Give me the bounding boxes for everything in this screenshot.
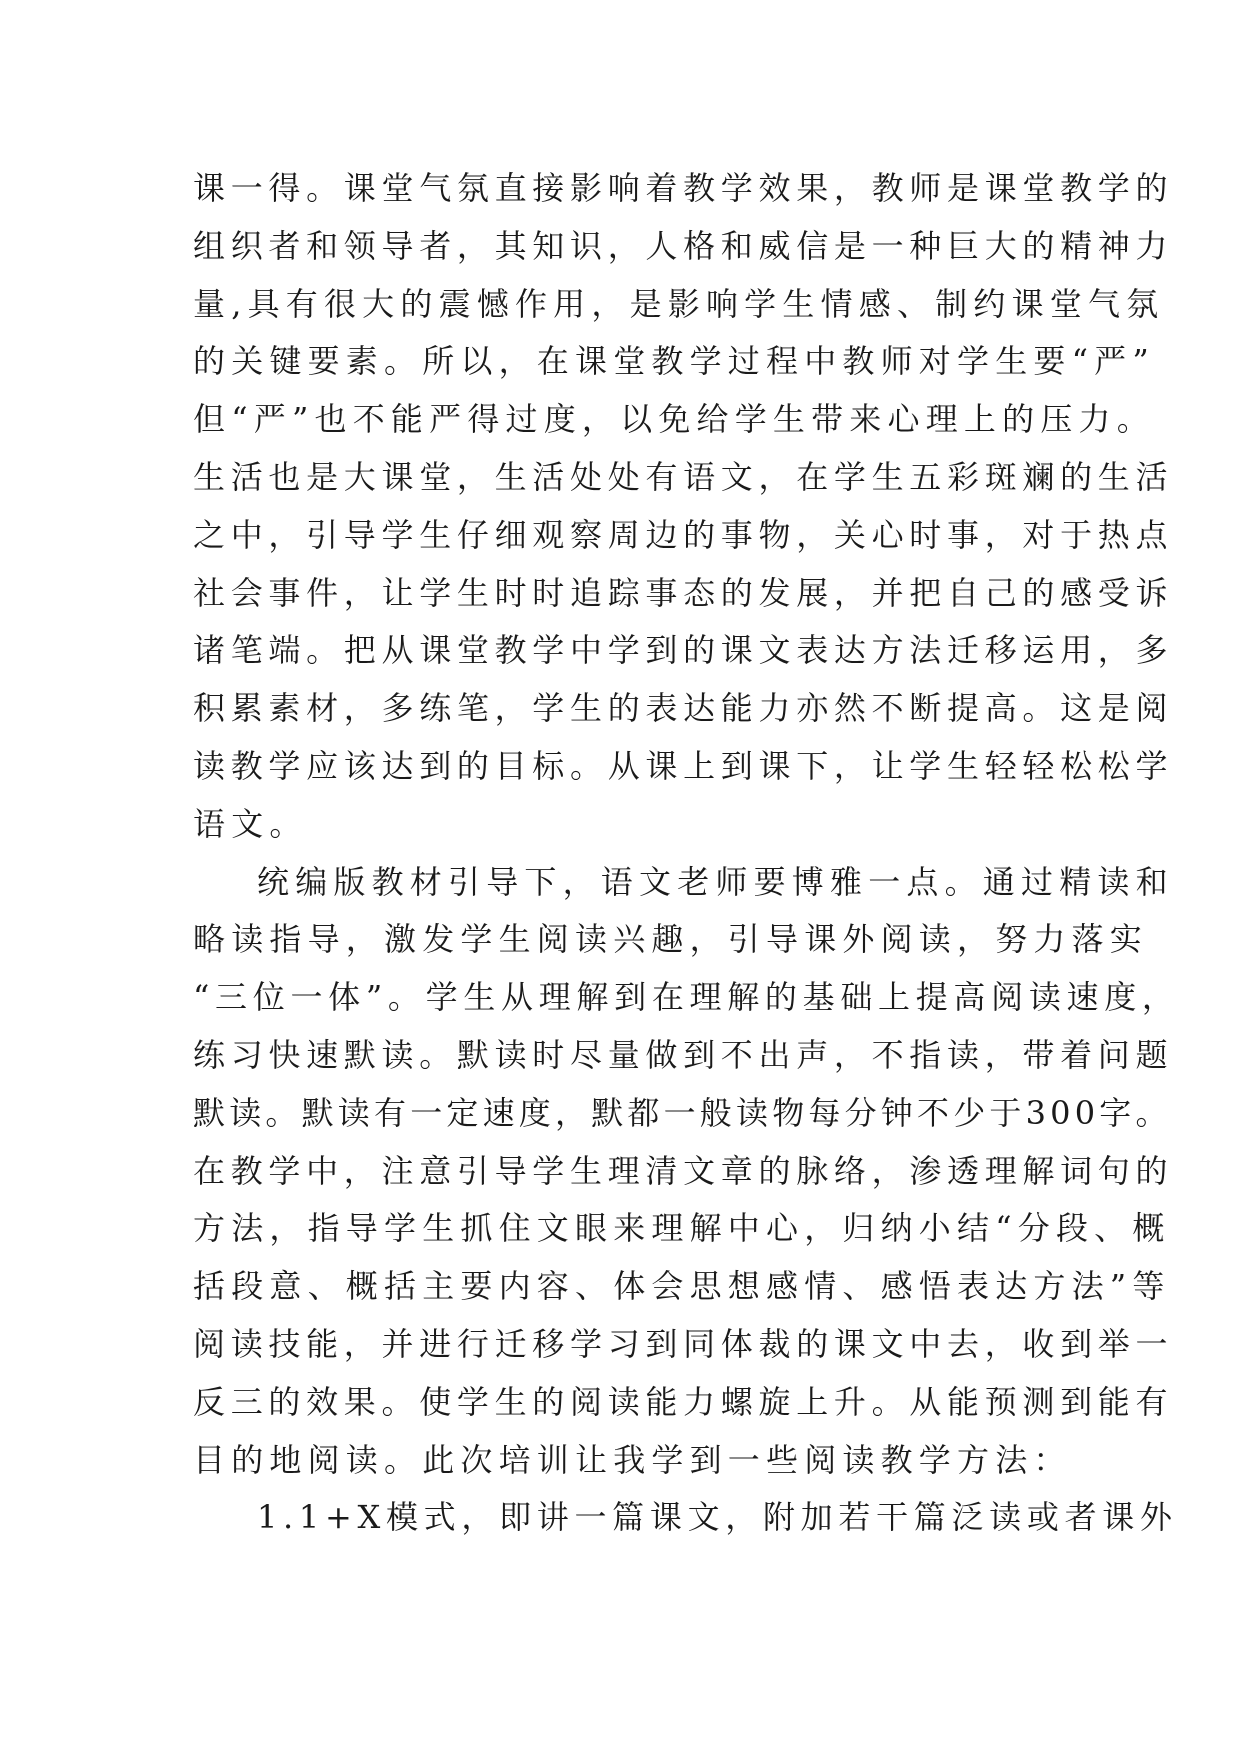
- text-line: 反三的效果。使学生的阅读能力螺旋上升。从能预测到能有: [193, 1382, 1174, 1421]
- text-line: 读教学应该达到的目标。从课上到课下，让学生轻轻松松学: [193, 746, 1174, 785]
- paragraph-first-line: 统编版教材引导下，语文老师要博雅一点。通过精读和: [257, 862, 1174, 901]
- text-line: 量,具有很大的震憾作用，是影响学生情感、制约课堂气氛: [193, 284, 1165, 323]
- text-line: 的关键要素。所以，在课堂教学过程中教师对学生要“严”: [193, 342, 1155, 381]
- text-line: 组织者和领导者，其知识，人格和威信是一种巨大的精神力: [193, 226, 1174, 265]
- text-line: 练习快速默读。默读时尽量做到不出声，不指读，带着问题: [193, 1035, 1174, 1074]
- text-line: 略读指导，激发学生阅读兴趣，引导课外阅读，努力落实: [193, 920, 1149, 959]
- text-line: 诸笔端。把从课堂教学中学到的课文表达方法迁移运用，多: [193, 631, 1174, 670]
- text-line: 阅读技能，并进行迁移学习到同体裁的课文中去，收到举一: [193, 1324, 1174, 1363]
- text-line: 默读。默读有一定速度，默都一般读物每分钟不少于300字。: [193, 1093, 1172, 1132]
- text-line: 社会事件，让学生时时追踪事态的发展，并把自己的感受诉: [193, 573, 1174, 612]
- text-line: 括段意、概括主要内容、体会思想感情、感悟表达方法”等: [193, 1267, 1171, 1306]
- text-line: 生活也是大课堂，生活处处有语文，在学生五彩斑斓的生活: [193, 457, 1174, 496]
- text-line: 课一得。课堂气氛直接影响着教学效果，教师是课堂教学的: [193, 169, 1174, 207]
- text-line: 但“严”也不能严得过度，以免给学生带来心理上的压力。: [193, 400, 1155, 439]
- text-line: 在教学中，注意引导学生理清文章的脉络，渗透理解词句的: [193, 1151, 1174, 1190]
- text-line: 方法，指导学生抓住文眼来理解中心，归纳小结“分段、概: [193, 1209, 1171, 1248]
- text-line: 目的地阅读。此次培训让我学到一些阅读教学方法：: [193, 1440, 1072, 1479]
- text-line: “三位一体”。学生从理解到在理解的基础上提高阅读速度，: [193, 978, 1180, 1017]
- list-item-first-line: 1.1+X模式，即讲一篇课文，附加若干篇泛读或者课外: [257, 1498, 1178, 1537]
- text-line: 积累素材，多练笔，学生的表达能力亦然不断提高。这是阅: [193, 689, 1174, 728]
- text-line: 语文。: [193, 804, 308, 843]
- text-line: 之中，引导学生仔细观察周边的事物，关心时事，对于热点: [193, 515, 1174, 554]
- body-text: [193, 160, 1180, 1547]
